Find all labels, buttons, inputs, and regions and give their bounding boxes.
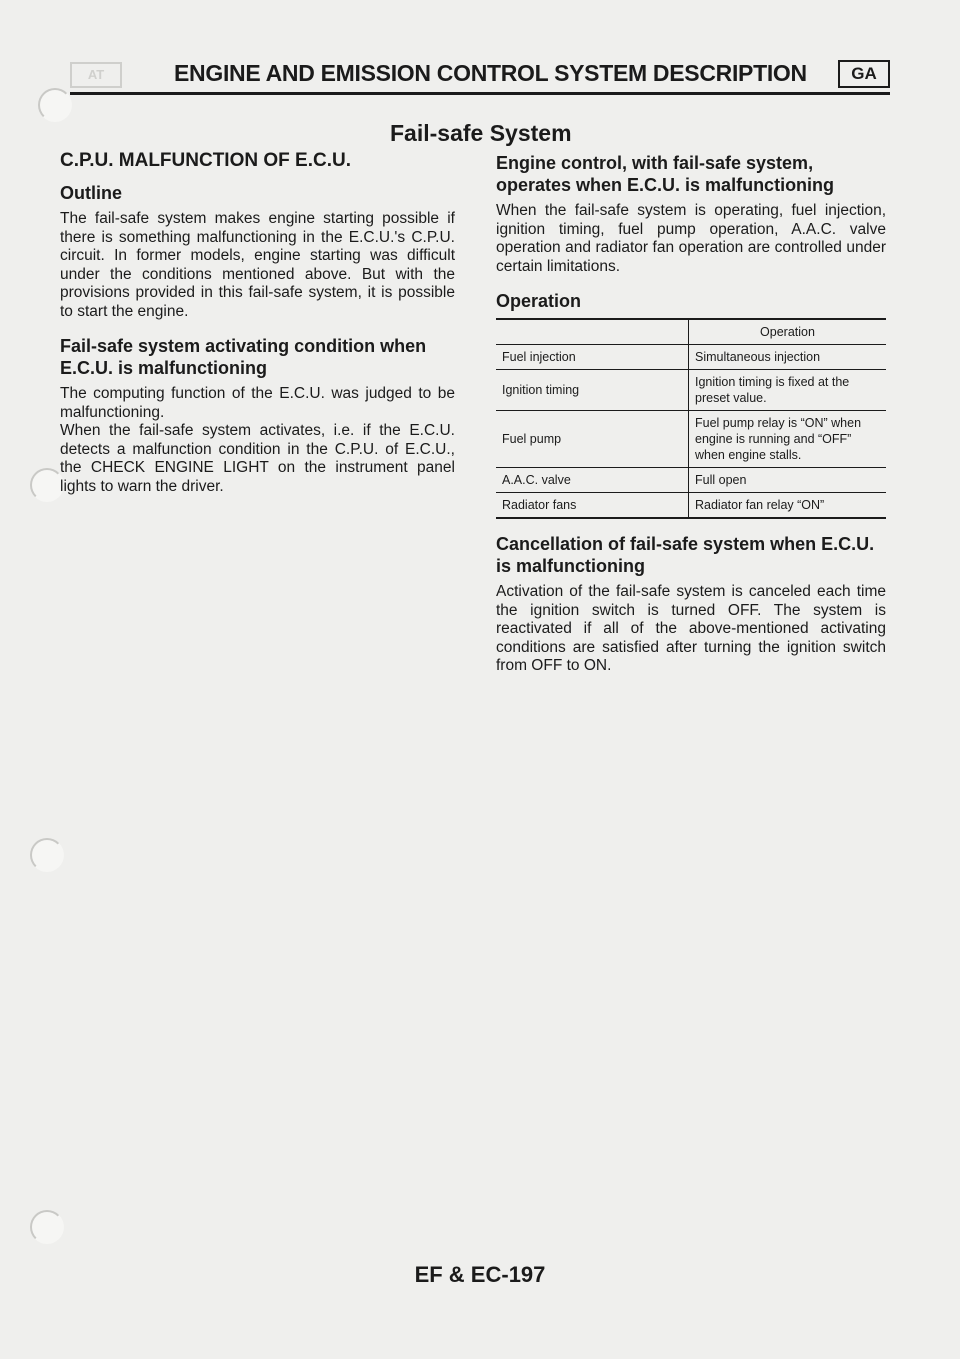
- operation-heading: Operation: [496, 291, 582, 311]
- binder-hole-middle-top: [30, 468, 64, 502]
- cancellation-heading: Cancellation of fail-safe system when E.C.U. is malfunctioning: [496, 534, 875, 576]
- table-cell-operation: Simultaneous injection: [695, 350, 821, 364]
- page-number: EF & EC-197: [414, 1262, 546, 1287]
- activating-condition-text-2: When the fail-safe system activates, i.e. if the E.C.U. detects a malfunction condition in the C.P.U. of E.C.U., the CHECK ENGINE LIGHT on the instrument panel lights to warn the driver.: [60, 422, 455, 495]
- table-header-item: [496, 319, 689, 345]
- table-cell-item: A.A.C. valve: [496, 468, 689, 493]
- header-rule: [70, 92, 890, 95]
- table-cell-item: Fuel pump: [496, 411, 689, 468]
- table-cell-operation: Ignition timing is fixed at the preset value.: [695, 375, 850, 405]
- table-cell-operation: Fuel pump relay is “ON” when engine is running and “OFF” when engine stalls.: [695, 416, 862, 462]
- table-cell-item: Fuel injection: [496, 345, 689, 370]
- header-left-badge: AT: [70, 62, 122, 88]
- cpu-malfunction-heading: C.P.U. MALFUNCTION OF E.C.U.: [60, 150, 351, 171]
- page-header: [70, 58, 890, 96]
- table-cell-item: Radiator fans: [496, 493, 689, 519]
- outline-heading: Outline: [60, 183, 122, 203]
- outline-text: The fail-safe system makes engine starting possible if there is something malfunctioning in the E.C.U.'s C.P.U. circuit. In former models, engine starting was difficult under the conditions mentioned above. But with the provisions provided in this fail-safe system, it is possible to start the engine.: [60, 210, 455, 320]
- binder-hole-bottom: [30, 1210, 64, 1244]
- table-row: [496, 345, 886, 370]
- table-row: [496, 411, 886, 468]
- section-badge: GA: [838, 60, 890, 88]
- table-row: [496, 468, 886, 493]
- binder-hole-middle-bottom: [30, 838, 64, 872]
- engine-control-text: When the fail-safe system is operating, fuel injection, ignition timing, fuel pump operation, A.A.C. valve operation and radiator fan operation are controlled under certain limitations.: [496, 202, 886, 275]
- activating-condition-text-1: The computing function of the E.C.U. was judged to be malfunctioning.: [60, 385, 455, 421]
- right-column: [496, 152, 886, 676]
- engine-control-heading: Engine control, with fail-safe system, operates when E.C.U. is malfunctioning: [496, 153, 835, 195]
- table-cell-operation: Radiator fan relay “ON”: [695, 498, 825, 512]
- operation-table: [496, 318, 886, 519]
- table-row: [496, 493, 886, 519]
- table-header-operation: Operation: [760, 325, 815, 339]
- table-header-row: [496, 319, 886, 345]
- table-row: [496, 370, 886, 411]
- header-title: ENGINE AND EMISSION CONTROL SYSTEM DESCRIPTION: [174, 60, 807, 86]
- table-cell-item: Ignition timing: [496, 370, 689, 411]
- section-title: Fail-safe System: [390, 120, 572, 146]
- cancellation-text: Activation of the fail-safe system is canceled each time the ignition switch is turned OFF. The system is reactivated if all of the above-mentioned activating conditions are satisfied after turning the ignition switch from OFF to ON.: [496, 583, 886, 674]
- left-column: [60, 150, 455, 496]
- table-cell-operation: Full open: [695, 473, 747, 487]
- activating-condition-heading: Fail-safe system activating condition when E.C.U. is malfunctioning: [60, 336, 427, 378]
- binder-hole-top: [38, 88, 72, 122]
